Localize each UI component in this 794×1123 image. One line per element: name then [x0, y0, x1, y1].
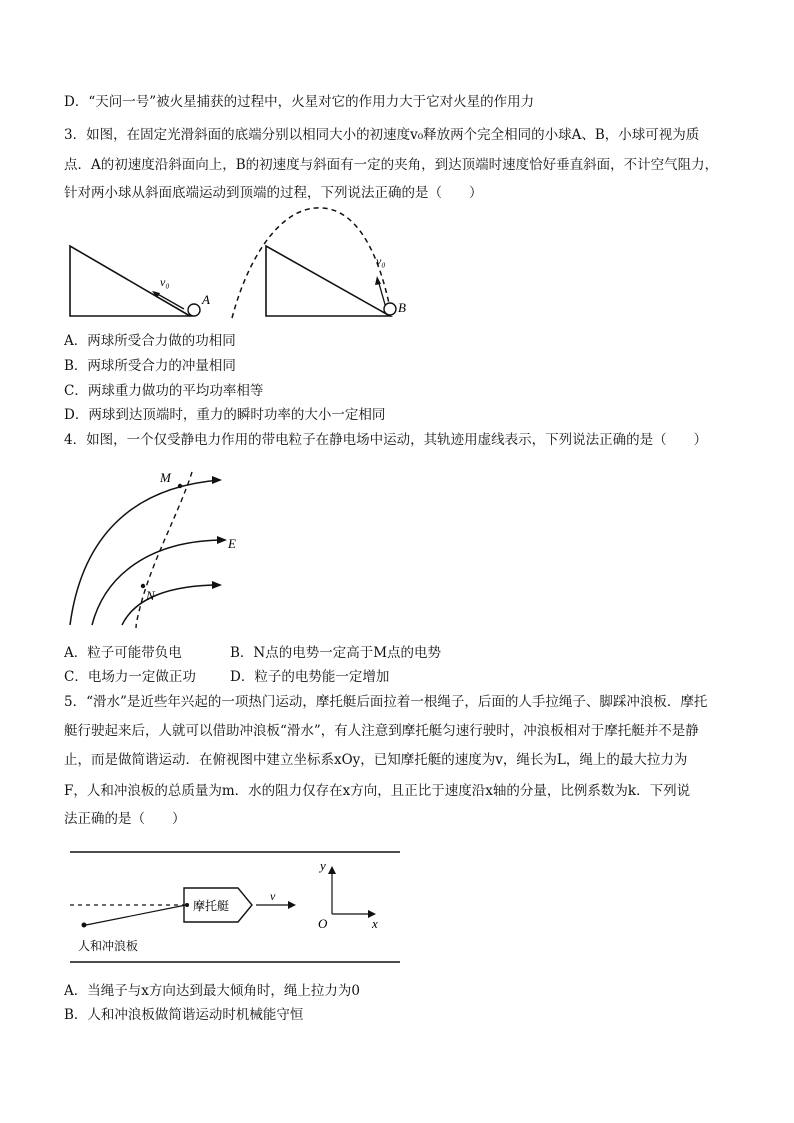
label-v0-left: v₀: [160, 275, 170, 289]
right-arrow-head: [375, 276, 381, 285]
label-v0-right: v₀: [376, 254, 386, 268]
right-incline: [266, 246, 390, 316]
ball-b: [384, 303, 396, 315]
field-line-top: [70, 480, 220, 625]
velocity-arrow-head: [288, 901, 296, 909]
axis-y-label: y: [320, 858, 326, 873]
q5-stem-line5: 法正确的是（ ）: [64, 811, 186, 827]
q5-figure-boat: [60, 840, 410, 970]
person-label: 人和冲浪板: [78, 939, 139, 953]
rope: [86, 905, 186, 925]
velocity-label: v: [270, 889, 276, 903]
label-a: A: [202, 292, 210, 307]
q3-option-a: A．两球所受合力做的功相同: [64, 333, 236, 349]
q3-option-c: C．两球重力做功的平均功率相等: [64, 383, 264, 399]
q4-option-a: A．粒子可能带负电: [64, 645, 182, 661]
rope-attach-point: [185, 903, 189, 907]
q4-options-row1: [64, 644, 442, 662]
label-n: N: [146, 588, 155, 603]
field-arrow-bottom: [212, 581, 222, 589]
projectile-trajectory: [232, 208, 390, 318]
origin-label: O: [318, 916, 328, 931]
q5-stem-line4: F，人和冲浪板的总质量为m．水的阻力仅存在x方向，且正比于速度沿x轴的分量，比例系数为k．下列说: [64, 783, 691, 799]
q4-option-b: B．N点的电势一定高于M点的电势: [230, 645, 442, 661]
q4-option-c: C．电场力一定做正功: [64, 669, 196, 685]
q3-stem-line2: 点．A的初速度沿斜面向上，B的初速度与斜面有一定的夹角，到达顶端时速度恰好垂直斜面，不计空气阻力，: [64, 157, 719, 173]
q3-stem-line3: 针对两小球从斜面底端运动到顶端的过程，下列说法正确的是（ ）: [64, 185, 483, 201]
label-b: B: [398, 300, 406, 315]
q5-option-a: A．当绳子与x方向达到最大倾角时，绳上拉力为0: [64, 983, 360, 999]
q5-stem-line2: 艇行驶起来后，人就可以借助冲浪板“滑水”，有人注意到摩托艇匀速行驶时，冲浪板相对于摩托艇并不是静: [64, 723, 699, 739]
label-m: M: [160, 470, 171, 485]
y-axis-head: [328, 866, 336, 874]
point-m: [178, 484, 182, 488]
q4-option-d: D．粒子的电势能一定增加: [230, 669, 390, 685]
left-incline: [70, 246, 190, 316]
field-line-middle: [92, 540, 225, 625]
q4-options-row2: [64, 668, 390, 686]
boat-label: 摩托艇: [193, 899, 230, 913]
point-n: [141, 584, 145, 588]
q3-option-d: D．两球到达顶端时，重力的瞬时功率的大小一定相同: [64, 407, 386, 423]
q5-stem-line1: 5．“滑水”是近些年兴起的一项热门运动，摩托艇后面拉着一根绳子，后面的人手拉绳子、脚踩冲浪板．摩托: [64, 694, 708, 710]
q5-option-b: B．人和冲浪板做简谐运动时机械能守恒: [64, 1007, 304, 1023]
label-e: E: [228, 536, 236, 551]
field-arrow-top: [212, 476, 222, 484]
q5-stem-line3: 止，而是做简谐运动．在俯视图中建立坐标系xOy，已知摩托艇的速度为v，绳长为L，绳上的最大拉力为: [64, 752, 688, 768]
q3-stem-line1: 3．如图，在固定光滑斜面的底端分别以相同大小的初速度v₀释放两个完全相同的小球A、B，小球可视为质: [64, 127, 700, 143]
q3-figure-inclines: [60, 200, 420, 325]
axis-x-label: x: [372, 916, 378, 931]
q4-figure-field: [60, 460, 260, 635]
surfer: [82, 923, 87, 928]
q3-option-b: B．两球所受合力的冲量相同: [64, 358, 236, 374]
ball-a: [188, 304, 200, 316]
q4-stem: 4．如图，一个仅受静电力作用的带电粒子在静电场中运动，其轨迹用虚线表示，下列说法正确的是（ ）: [64, 432, 708, 448]
q2-option-d: D．“天问一号”被火星捕获的过程中，火星对它的作用力大于它对火星的作用力: [64, 94, 535, 110]
field-arrow-middle: [217, 536, 227, 544]
